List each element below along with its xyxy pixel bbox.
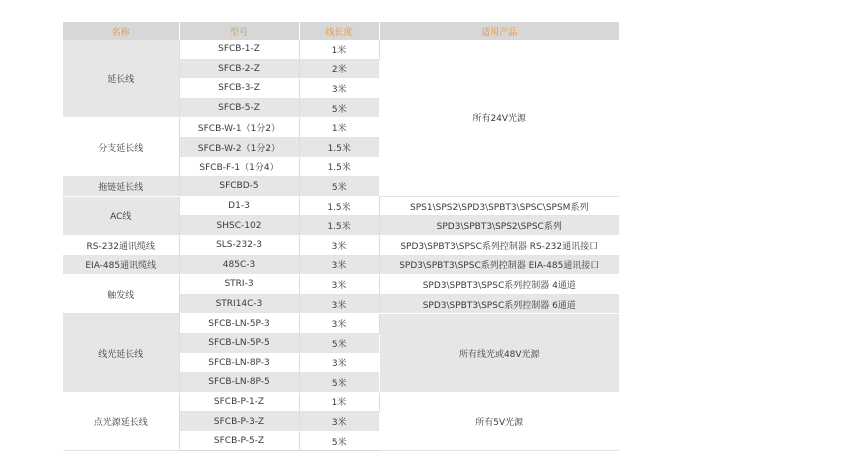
cable-name-cell: 线光延长线 <box>63 314 179 392</box>
header-row <box>63 22 619 40</box>
model-cell: SFCB-5-Z <box>179 98 299 118</box>
header-name: 名称 <box>63 22 179 40</box>
length-cell: 3米 <box>299 314 379 334</box>
model-cell: SFCB-W-2（1分2） <box>179 137 299 157</box>
model-cell: SFCB-3-Z <box>179 79 299 99</box>
table-row <box>63 40 619 59</box>
model-cell: SFCB-2-Z <box>179 59 299 79</box>
header-length: 线长度 <box>299 22 379 40</box>
cable-name-cell: AC线 <box>63 196 179 235</box>
length-cell: 1米 <box>299 40 379 59</box>
length-cell: 5米 <box>299 177 379 197</box>
model-cell: SFCB-LN-8P-3 <box>179 353 299 373</box>
length-cell: 3米 <box>299 353 379 373</box>
length-cell: 1.5米 <box>299 157 379 177</box>
table-row <box>63 275 619 295</box>
length-cell: 2米 <box>299 59 379 79</box>
length-cell: 3米 <box>299 235 379 255</box>
table-row <box>63 314 619 334</box>
model-cell: SFCB-P-5-Z <box>179 431 299 451</box>
cable-name-cell: 触发线 <box>63 275 179 314</box>
table-row <box>63 255 619 275</box>
length-cell: 1米 <box>299 118 379 138</box>
model-cell: SFCB-F-1（1分4） <box>179 157 299 177</box>
length-cell: 5米 <box>299 431 379 451</box>
model-cell: SFCB-LN-8P-5 <box>179 373 299 393</box>
length-cell: 3米 <box>299 412 379 432</box>
table-row <box>63 196 619 216</box>
length-cell: 5米 <box>299 373 379 393</box>
model-cell: SFCB-LN-5P-3 <box>179 314 299 334</box>
header-product: 适用产品 <box>379 22 619 40</box>
length-cell: 3米 <box>299 79 379 99</box>
model-cell: SLS-232-3 <box>179 235 299 255</box>
cable-spec-table <box>63 22 619 451</box>
product-cell: SPD3\SPBT3\SPSC系列控制器 EIA-485通讯接口 <box>379 255 619 275</box>
model-cell: STRI-3 <box>179 275 299 295</box>
length-cell: 3米 <box>299 275 379 295</box>
product-cell: SPS1\SPS2\SPD3\SPBT3\SPSC\SPSM系列 <box>379 196 619 216</box>
table-row <box>63 392 619 412</box>
model-cell: SFCBD-5 <box>179 177 299 197</box>
length-cell: 3米 <box>299 294 379 314</box>
product-cell: SPD3\SPBT3\SPSC系列控制器 RS-232通讯接口 <box>379 235 619 255</box>
cable-name-cell: RS-232通讯缆线 <box>63 235 179 255</box>
length-cell: 1米 <box>299 392 379 412</box>
product-cell: 所有5V光源 <box>379 392 619 451</box>
cable-name-cell: EIA-485通讯缆线 <box>63 255 179 275</box>
model-cell: SFCB-P-3-Z <box>179 412 299 432</box>
product-cell: SPD3\SPBT3\SPS2\SPSC系列 <box>379 216 619 236</box>
length-cell: 5米 <box>299 98 379 118</box>
model-cell: SHSC-102 <box>179 216 299 236</box>
header-model: 型号 <box>179 22 299 40</box>
length-cell: 1.5米 <box>299 196 379 216</box>
cable-name-cell: 拖链延长线 <box>63 177 179 197</box>
model-cell: SFCB-1-Z <box>179 40 299 59</box>
length-cell: 1.5米 <box>299 216 379 236</box>
product-cell: 所有24V光源 <box>379 40 619 196</box>
length-cell: 5米 <box>299 333 379 353</box>
cable-name-cell: 分支延长线 <box>63 118 179 177</box>
model-cell: STRI14C-3 <box>179 294 299 314</box>
model-cell: D1-3 <box>179 196 299 216</box>
length-cell: 1.5米 <box>299 137 379 157</box>
cable-name-cell: 延长线 <box>63 40 179 118</box>
table-row <box>63 235 619 255</box>
model-cell: SFCB-W-1（1分2） <box>179 118 299 138</box>
product-cell: SPD3\SPBT3\SPSC系列控制器 6通道 <box>379 294 619 314</box>
length-cell: 3米 <box>299 255 379 275</box>
product-cell: 所有线光或48V光源 <box>379 314 619 392</box>
model-cell: SFCB-LN-5P-5 <box>179 333 299 353</box>
model-cell: SFCB-P-1-Z <box>179 392 299 412</box>
cable-name-cell: 点光源延长线 <box>63 392 179 451</box>
product-cell: SPD3\SPBT3\SPSC系列控制器 4通道 <box>379 275 619 295</box>
model-cell: 485C-3 <box>179 255 299 275</box>
